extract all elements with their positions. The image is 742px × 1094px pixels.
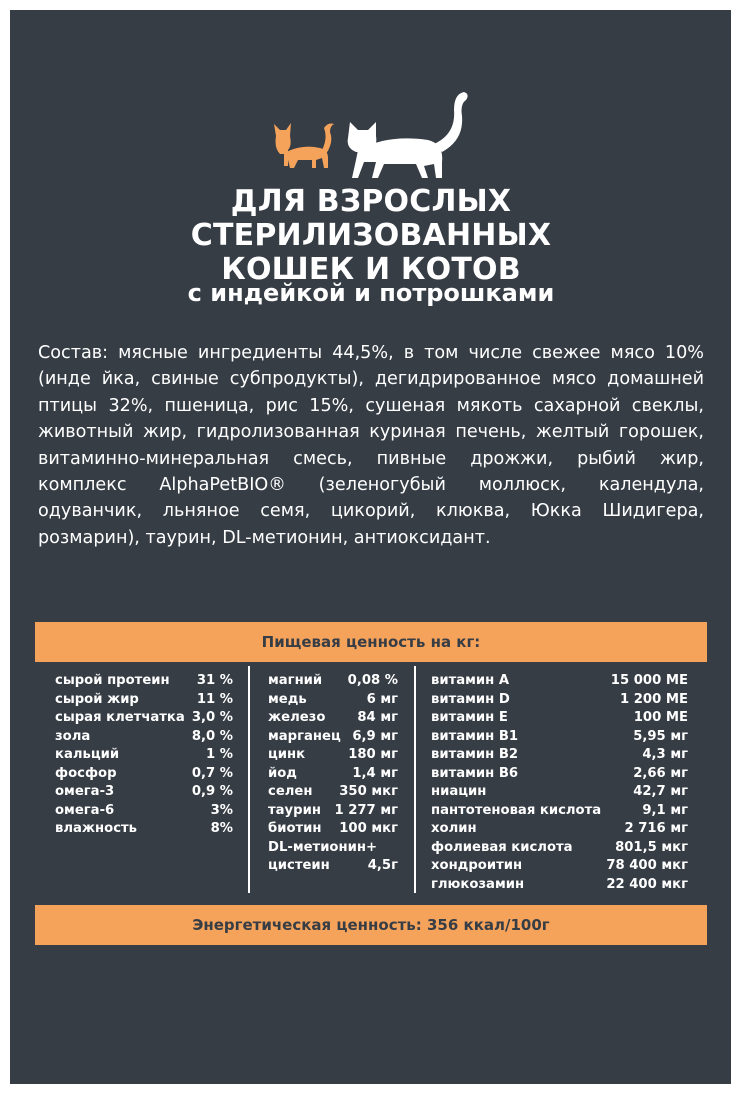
nutrient-value: 100 мкг	[339, 821, 398, 836]
nutrient-name: витамин В6	[431, 765, 519, 781]
nutrient-name: витамин В2	[431, 747, 519, 762]
nutrient-value: 9,1 мг	[642, 802, 688, 818]
nutrient-name: селен	[268, 784, 313, 799]
nutrient-row	[431, 820, 688, 839]
nutrient-row	[431, 672, 688, 691]
nutrient-name: омега-6	[55, 802, 115, 818]
nutrient-row	[55, 783, 233, 802]
nutrient-row	[55, 728, 233, 747]
nutrient-row	[431, 765, 688, 784]
nutrition-heading: Пищевая ценность на кг:	[35, 622, 707, 662]
cats-illustration	[258, 78, 478, 178]
nutrient-name: глюкозамин	[431, 876, 525, 892]
nutrient-name: железо	[268, 710, 326, 725]
nutrient-name: таурин	[268, 802, 321, 818]
nutrient-name: цинк	[268, 747, 306, 762]
nutrient-row	[55, 820, 233, 839]
nutrient-name: витамин В1	[431, 728, 519, 744]
nutrient-value: 3,0 %	[191, 710, 233, 725]
nutrient-value: 100 МЕ	[633, 710, 688, 725]
nutrient-row	[268, 783, 398, 802]
nutrient-value: 5,95 мг	[633, 728, 688, 744]
nutrient-name: пантотеновая кислота	[431, 802, 602, 818]
product-subtitle: с индейкой и потрошками	[187, 279, 555, 307]
nutrient-name: кальций	[55, 747, 120, 762]
nutrient-name: влажность	[55, 821, 137, 836]
nutrient-name: фолиевая кислота	[431, 839, 573, 855]
title-line-3: КОШЕК И КОТОВ	[221, 252, 521, 287]
nutrient-value: 22 400 мкг	[606, 876, 688, 892]
nutrient-row	[55, 709, 233, 728]
energy-value: Энергетическая ценность: 356 ккал/100г	[35, 905, 707, 945]
nutrient-value: 3%	[210, 802, 233, 818]
nutrient-row	[268, 857, 398, 876]
nutrient-row	[431, 857, 688, 876]
nutrient-value: 801,5 мкг	[615, 839, 688, 855]
white-cat-icon	[348, 92, 468, 178]
nutrient-value: 0,9 %	[191, 784, 233, 799]
nutrient-row	[268, 765, 398, 784]
nutrient-value: 8,0 %	[191, 728, 233, 744]
nutrient-name: ниацин	[431, 784, 487, 799]
column-divider	[414, 666, 416, 893]
nutrient-value: 31 %	[196, 673, 233, 688]
nutrient-name: хондроитин	[431, 858, 523, 873]
nutrient-row	[268, 839, 398, 858]
nutrient-name: цистеин	[268, 858, 330, 873]
nutrient-row	[268, 802, 398, 821]
nutrient-row	[268, 691, 398, 710]
nutrient-value: 1 %	[206, 747, 233, 762]
nutrient-row	[55, 672, 233, 691]
nutrient-row	[431, 802, 688, 821]
nutrient-value: 8%	[210, 821, 233, 836]
nutrient-value: 2 716 мг	[624, 821, 688, 836]
nutrient-name: витамин Е	[431, 710, 508, 725]
nutrient-value: 6 мг	[366, 691, 398, 707]
nutrient-name: марганец	[268, 728, 341, 744]
nutrient-row	[268, 820, 398, 839]
nutrient-value: 42,7 мг	[633, 784, 688, 799]
nutrient-row	[55, 746, 233, 765]
nutrient-name: магний	[268, 673, 323, 688]
nutrient-name: йод	[268, 765, 297, 781]
nutrient-name: витамин А	[431, 673, 510, 688]
nutrient-name: омега-3	[55, 784, 115, 799]
nutrient-name: сырой жир	[55, 691, 139, 707]
composition-text: Состав: мясные ингредиенты 44,5%, в том числе свежее мясо 10% (инде йка, свиные субпродукты), дегидрированное мясо домашней птицы 32%, пшеница, рис 15%, сушеная мякоть сахарной свеклы, животный жир, гидролизованная куриная печень, желтый горошек, витаминно-минеральная смесь, пивные дрожжи, рыбий жир, комплекс AlphaPetBIO® (зеленогубый моллюск, календула, одуванчик, льняное семя, цикорий, клюква, Юкка Шидигера, розмарин), таурин, DL-метионин, антиоксидант.	[38, 343, 704, 548]
nutrient-value: 1,4 мг	[352, 765, 398, 781]
nutrient-row	[431, 691, 688, 710]
nutrient-value: 2,66 мг	[633, 765, 688, 781]
nutrient-name: биотин	[268, 821, 322, 836]
nutrient-name: сырой протеин	[55, 673, 170, 688]
nutrient-value: 15 000 МЕ	[610, 673, 688, 688]
orange-cat-icon	[274, 123, 334, 168]
nutrient-name: медь	[268, 691, 307, 707]
nutrient-value: 78 400 мкг	[606, 858, 688, 873]
nutrient-value: 180 мг	[348, 747, 398, 762]
nutrient-name: зола	[55, 728, 91, 744]
nutrient-name: холин	[431, 821, 477, 836]
nutrient-row	[431, 783, 688, 802]
nutrient-value: 84 мг	[357, 710, 398, 725]
nutrient-row	[268, 672, 398, 691]
nutrient-value: 0,08 %	[347, 673, 398, 688]
nutrient-value: 1 277 мг	[334, 802, 398, 818]
title-line-1: ДЛЯ ВЗРОСЛЫХ	[230, 184, 512, 219]
nutrient-row	[268, 728, 398, 747]
nutrition-column-2	[268, 672, 398, 876]
nutrient-row	[431, 876, 688, 895]
nutrient-name: DL-метионин+	[268, 839, 378, 855]
nutrient-name: витамин D	[431, 691, 510, 707]
nutrient-row	[431, 839, 688, 858]
nutrient-row	[431, 709, 688, 728]
nutrient-value: 4,5г	[367, 858, 398, 873]
nutrient-row	[55, 691, 233, 710]
product-title	[0, 185, 742, 287]
nutrient-row	[268, 746, 398, 765]
nutrient-row	[55, 765, 233, 784]
column-divider	[248, 666, 250, 893]
nutrient-row	[268, 709, 398, 728]
nutrient-value: 6,9 мг	[352, 728, 398, 744]
nutrient-value: 350 мкг	[339, 784, 398, 799]
nutrient-row	[55, 802, 233, 821]
nutrition-column-3	[431, 672, 688, 894]
nutrient-name: фосфор	[55, 765, 117, 781]
title-line-2: СТЕРИЛИЗОВАННЫХ	[190, 218, 552, 253]
nutrient-value: 0,7 %	[191, 765, 233, 781]
nutrient-value: 1 200 МЕ	[619, 691, 688, 707]
nutrient-row	[431, 728, 688, 747]
nutrient-value: 11 %	[196, 691, 233, 707]
nutrient-name: сырая клетчатка	[55, 710, 185, 725]
nutrient-row	[431, 746, 688, 765]
nutrient-value: 4,3 мг	[642, 747, 688, 762]
nutrition-column-1	[55, 672, 233, 839]
